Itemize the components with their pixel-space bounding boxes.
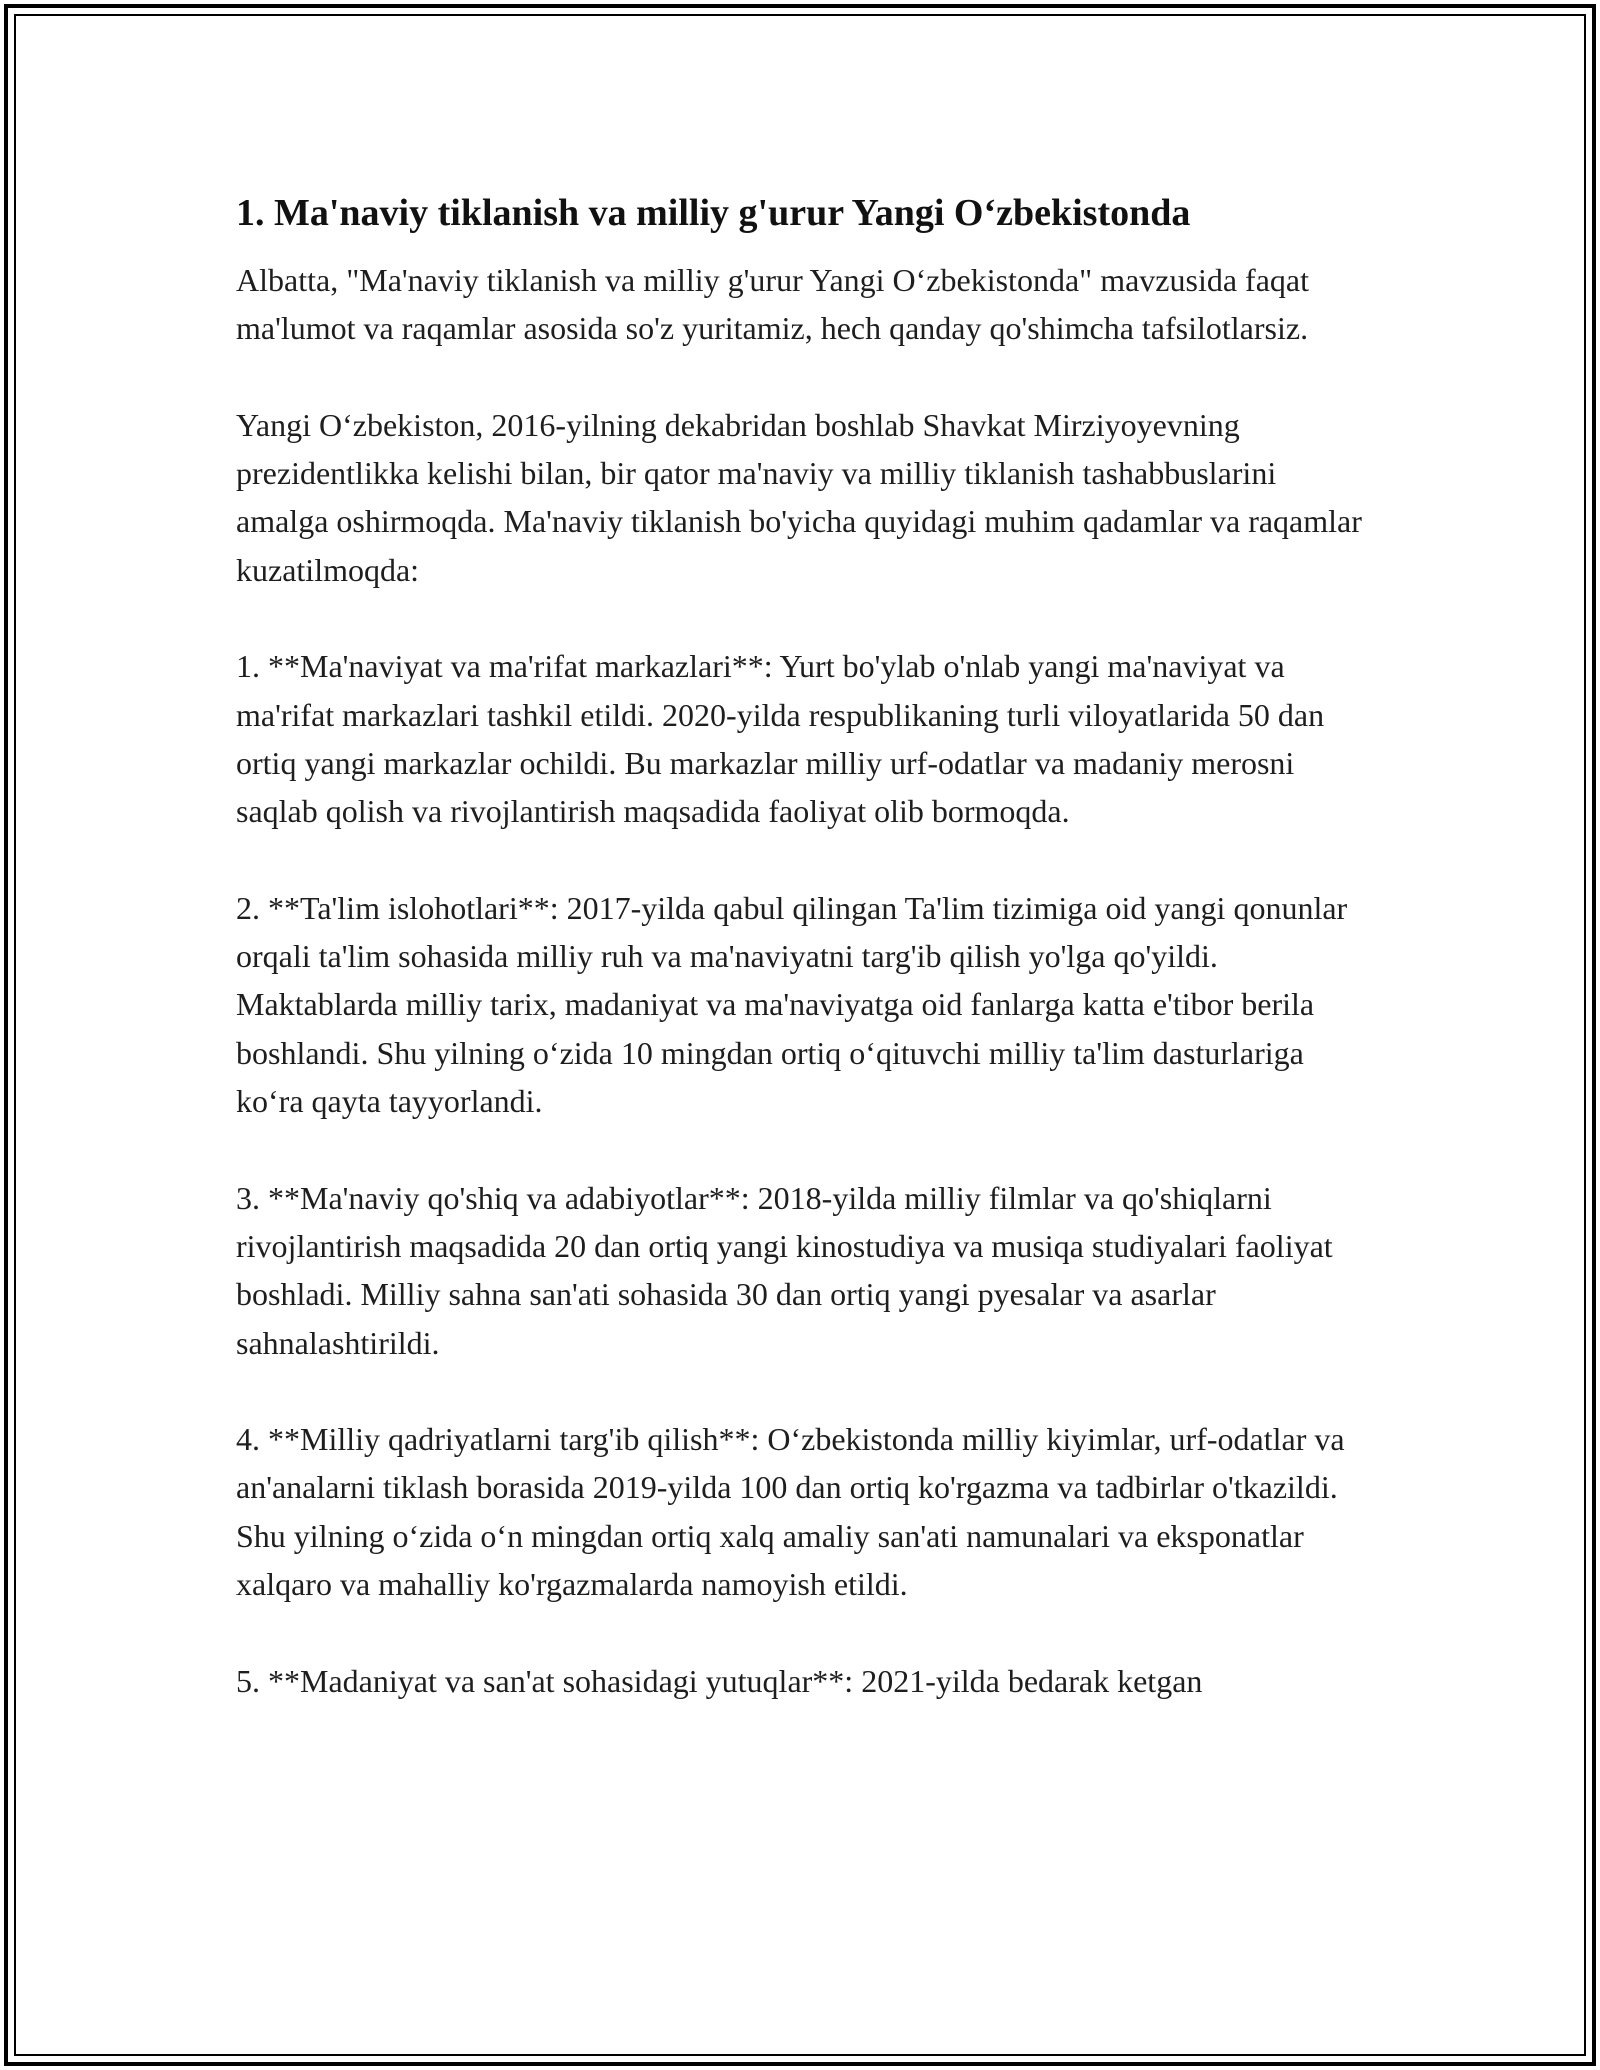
document-heading: 1. Ma'naviy tiklanish va milliy g'urur Yangi O‘zbekistonda: [236, 192, 1191, 234]
intro-paragraph: Albatta, "Ma'naviy tiklanish va milliy g'urur Yangi O‘zbekistonda" mavzusida faqat ma'lumot va raqamlar asosida so'z yuritamiz, hech qanday qo'shimcha tafsilotlarsiz.: [236, 262, 1309, 347]
document-body: [236, 188, 1376, 1753]
list-item-3: 3. **Ma'naviy qo'shiq va adabiyotlar**: 2018-yilda milliy filmlar va qo'shiqlarni rivojlantirish maqsadida 20 dan ortiq yangi kinostudiya va musiqa studiyalari faoliyat boshladi. Milliy sahna san'ati sohasida 30 dan ortiq yangi pyesalar va asarlar sahnalashtirildi.: [236, 1179, 1333, 1361]
list-item-5: 5. **Madaniyat va san'at sohasidagi yutuqlar**: 2021-yilda bedarak ketgan: [236, 1662, 1203, 1699]
list-item-1: 1. **Ma'naviyat va ma'rifat markazlari**: Yurt bo'ylab o'nlab yangi ma'naviyat va ma'rifat markazlari tashkil etildi. 2020-yilda respublikaning turli viloyatlarida 50 dan ortiq yangi markazlar ochildi. Bu markazlar milliy urf-odatlar va madaniy merosni saqlab qolish va rivojlantirish maqsadida faoliyat olib bormoqda.: [236, 648, 1325, 830]
list-item-2: 2. **Ta'lim islohotlari**: 2017-yilda qabul qilingan Ta'lim tizimiga oid yangi qonunlar orqali ta'lim sohasida milliy ruh va ma'naviyatni targ'ib qilish yo'lga qo'yildi. Maktablarda milliy tarix, madaniyat va ma'naviyatga oid fanlarga katta e'tibor berila boshlandi. Shu yilning o‘zida 10 mingdan ortiq o‘qituvchi milliy ta'lim dasturlariga ko‘ra qayta tayyorlandi.: [236, 889, 1348, 1120]
context-paragraph: Yangi O‘zbekiston, 2016-yilning dekabridan boshlab Shavkat Mirziyoyevning prezidentlikka kelishi bilan, bir qator ma'naviy va milliy tiklanish tashabbuslarini amalga oshirmoqda. Ma'naviy tiklanish bo'yicha quyidagi muhim qadamlar va raqamlar kuzatilmoqda:: [236, 406, 1362, 588]
list-item-4: 4. **Milliy qadriyatlarni targ'ib qilish**: O‘zbekistonda milliy kiyimlar, urf-odatlar va an'analarni tiklash borasida 2019-yilda 100 dan ortiq ko'rgazma va tadbirlar o'tkazildi. Shu yilning o‘zida o‘n mingdan ortiq xalq amaliy san'ati namunalari va eksponatlar xalqaro va mahalliy ko'rgazmalarda namoyish etildi.: [236, 1421, 1345, 1603]
